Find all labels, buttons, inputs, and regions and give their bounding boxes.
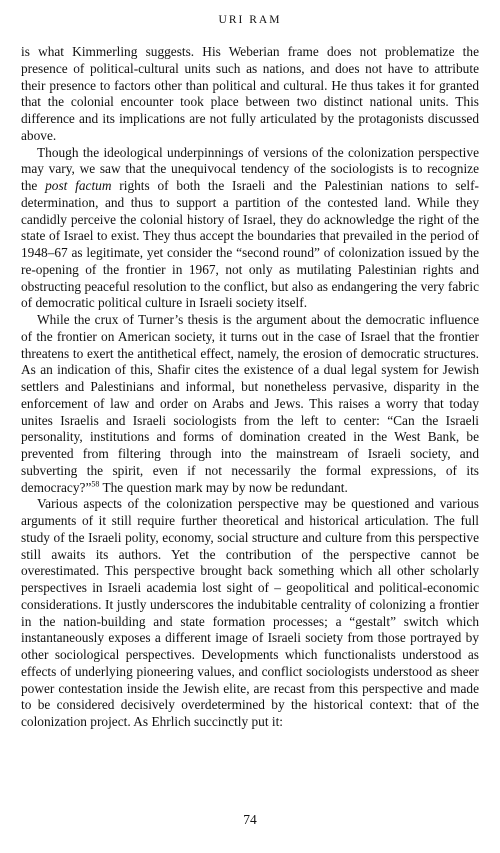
paragraph-2-text-b: rights of both the Israeli and the Palestinian nations to self-determination, and thus to support a partition of the contested land. While they candidly perceive the colonial history of Israel, they do acknowledge the right of the state of Israel to exist. They thus accept the boundaries that prevailed in the period of 1948–67 as legitimate, yet consider the “second round” of colonization issued by the re-opening of the frontier in 1967, not only as mutilating Palestinian rights and obstructing peaceful resolution to the conflict, but also as endangering the very fabric of democratic political culture in Israeli society itself. [21, 178, 479, 311]
paragraph-2 [21, 145, 479, 313]
paragraph-3-tail: The question mark may by now be redundant. [99, 479, 348, 495]
paragraph-4: Various aspects of the colonization perspective may be questioned and various arguments of it still require further theoretical and historical articulation. The full study of the Israeli polity, economy, social structure and culture from this perspective still awaits its authors. Yet the contribution of the perspective cannot be overestimated. This perspective brought back something which all other scholarly perspectives in Israeli academia lost sight of – geopolitical and political-economic considerations. It justly underscores the indubitable centrality of colonizing a frontier in the nation-building and state formation processes; a “gestalt” switch which instantaneously exposes a different image of Israeli society from those portrayed by other sociological perspectives. Developments which functionalists understood as effects of underlying pioneering values, and conflict sociologists understood as sheer power contestation inside the Jewish elite, are recast from this perspective and made to be considered decisively overdetermined by the historical context: that of the colonization project. As Ehrlich succinctly put it: [21, 496, 479, 729]
paragraph-3-text: While the crux of Turner’s thesis is the argument about the democratic influence of the frontier on American society, it turns out in the case of Israel that the frontier threatens to exert the antithetical effect, namely, the erosion of democratic structures. As an indication of this, Shafir cites the existence of a dual legal system for Jewish settlers and Palestinians and informal, but nonetheless pervasive, disparity in the enforcement of law and order on Arabs and Jews. This raises a worry that today unites Israelis and Israeli sociologists from the left to center: “Can the Israeli personality, institutions and forms of domination created in the West Bank, be prevented from filtering through into the mainstream of Israeli society, and subverting the spirit, even if not necessarily the formal expressions, of its democracy?” [21, 312, 479, 495]
paragraph-3 [21, 312, 479, 496]
paragraph-2-text-a: Though the ideological underpinnings of versions of the colonization perspective may vary, we saw that the unequivocal tendency of the sociologists is to recognize the [21, 144, 479, 193]
running-head: URI RAM [218, 14, 282, 26]
page-number: 74 [243, 812, 257, 827]
post-factum-emphasis: post factum [45, 178, 112, 193]
paragraph-1: is what Kimmerling suggests. His Weberian frame does not problematize the presence of political-cultural units such as nations, and does not have to attribute their presence to factors other than political and cultural. He thus takes it for granted that the colonial encounter took place between two distinct national units. This difference and its implications are not fully articulated by the protagonists discussed above. [21, 44, 479, 143]
body-text [21, 44, 479, 731]
footnote-marker[interactable]: 58 [91, 479, 100, 489]
